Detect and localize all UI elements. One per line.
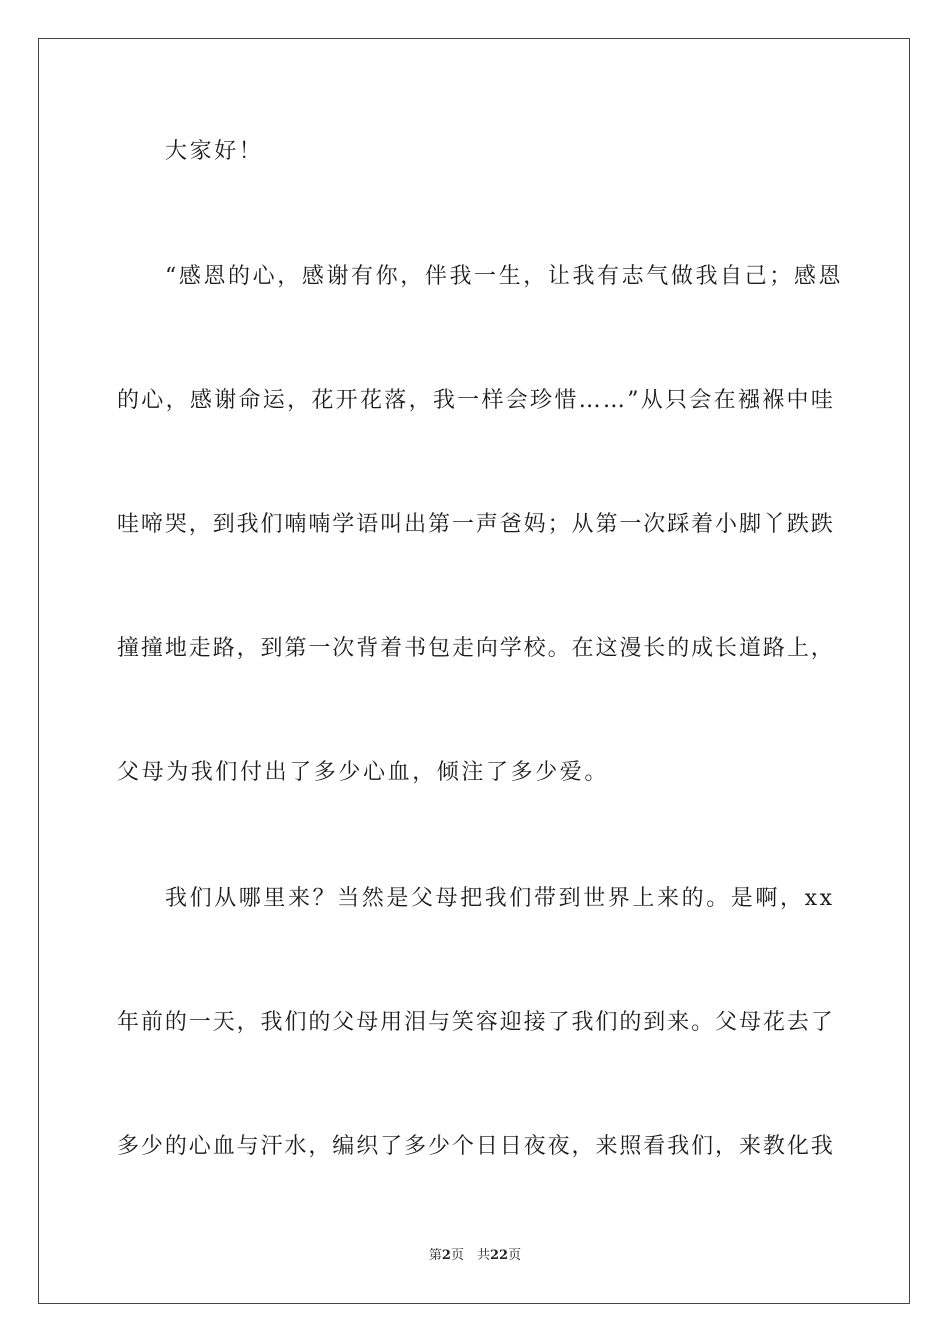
page-footer <box>0 1247 950 1265</box>
footer-mid: 页 共 <box>450 1248 490 1263</box>
text-line-5: 父母为我们付出了多少心血，倾注了多少爱。 <box>117 760 610 785</box>
text-line-1: “感恩的心，感谢有你，伴我一生，让我有志气做我自己；感恩 <box>165 264 844 289</box>
text-line-2: 的 心 ， 感 谢 命 运 ， 花 开 花 落 ， 我 一 样 会 珍 惜 … … ” 从 只 会 在 襁 褓 中 哇 <box>117 388 833 413</box>
greeting-line: 大家好！ <box>165 139 264 164</box>
footer-page-number: 2 <box>441 1248 451 1263</box>
text-line-4: 撞 撞 地 走 路 ， 到 第 一 次 背 着 书 包 走 向 学 校 。 在 这 漫 长 的 成 长 道 路 上 ， <box>117 636 833 661</box>
text-line-8: 多 少 的 心 血 与 汗 水 ， 编 织 了 多 少 个 日 日 夜 夜 ， 来 照 看 我 们 ， 来 教 化 我 <box>117 1134 833 1159</box>
page-border <box>38 38 910 1304</box>
text-line-7: 年 前 的 一 天 ， 我 们 的 父 母 用 泪 与 笑 容 迎 接 了 我 们 的 到 来 。 父 母 花 去 了 <box>117 1010 833 1035</box>
footer-suffix: 页 <box>508 1248 522 1263</box>
text-line-6: 我们从哪里来？当然是父母把我们带到世界上来的。是啊，xx <box>165 886 835 911</box>
footer-total-pages: 22 <box>489 1248 509 1263</box>
footer-prefix: 第 <box>428 1248 442 1263</box>
text-line-3: 哇 啼 哭 ， 到 我 们 喃 喃 学 语 叫 出 第 一 声 爸 妈 ； 从 第 一 次 踩 着 小 脚 丫 跌 跌 <box>117 512 833 537</box>
